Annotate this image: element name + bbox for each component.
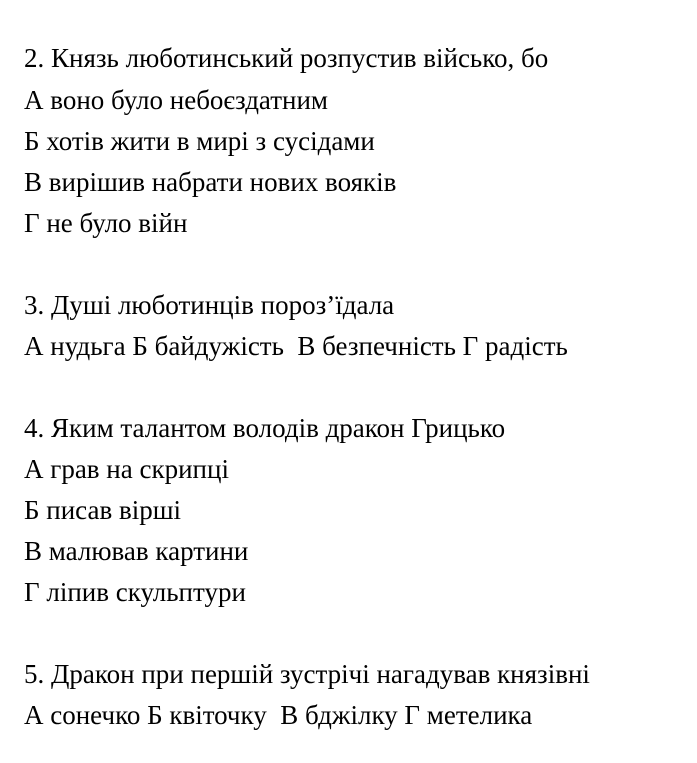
question-5-options: А сонечко Б квіточку В бджілку Г метелика	[24, 700, 533, 730]
question-2-option-b: Б хотів жити в мирі з сусідами	[24, 126, 375, 156]
question-5-prompt: 5. Дракон при першій зустрічі нагадував князівні	[24, 659, 590, 689]
question-2-option-d: Г не було війн	[24, 208, 188, 238]
question-4-option-c: В малював картини	[24, 536, 249, 566]
question-4-option-b: Б писав вірші	[24, 495, 181, 525]
question-3-options: А нудьга Б байдужість В безпечність Г радість	[24, 331, 568, 361]
question-2-prompt: 2. Князь люботинський розпустив військо, бо	[24, 43, 549, 73]
question-4-prompt: 4. Яким талантом володів дракон Грицько	[24, 413, 506, 443]
question-2-option-a: А воно було небоєздатним	[24, 85, 329, 115]
question-4-option-d: Г ліпив скульптури	[24, 577, 246, 607]
question-4-option-a: А грав на скрипці	[24, 454, 229, 484]
question-2-option-c: В вирішив набрати нових вояків	[24, 167, 397, 197]
question-3-prompt: 3. Душі люботинців пороз’їдала	[24, 290, 395, 320]
